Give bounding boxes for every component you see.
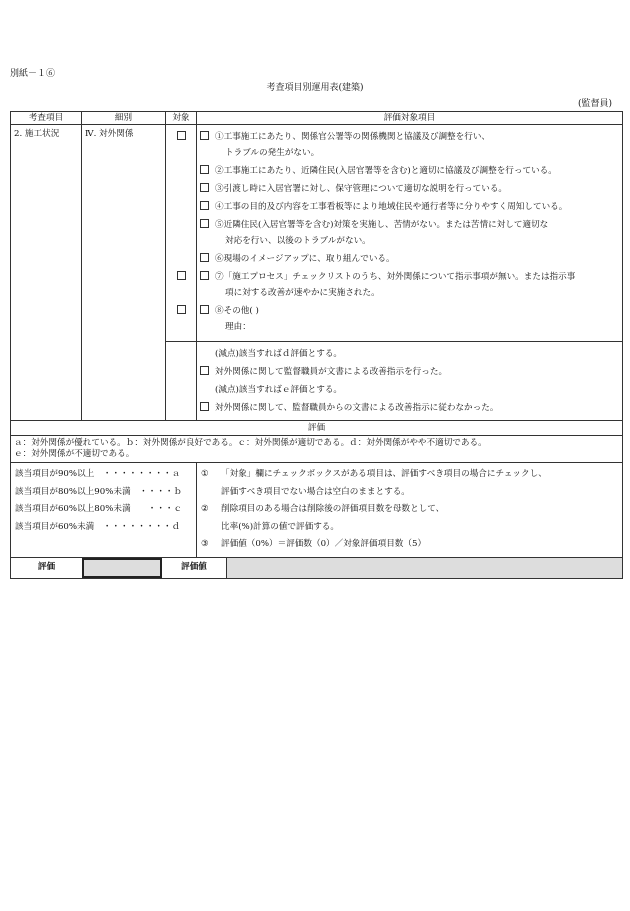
threshold-line: 該当項目が60%以上80%未満 ・・・ｃ — [15, 504, 183, 514]
evaluation-value-label: 評価値 — [162, 558, 227, 578]
checkbox-icon[interactable] — [200, 183, 209, 192]
list-item: ⑧その他( ) 理由： — [200, 303, 619, 335]
column-header-subcategory: 細別 — [82, 112, 166, 125]
checkbox-icon[interactable] — [200, 366, 209, 375]
document-reference: 別紙－１⑥ — [10, 69, 56, 79]
thresholds-cell — [11, 463, 197, 558]
evaluation-field[interactable] — [82, 558, 162, 578]
object-check-8[interactable] — [166, 303, 196, 335]
deduction-e-note: (減点)該当すればｅ評価とする。 — [215, 385, 343, 395]
evaluation-table — [10, 111, 623, 579]
evaluation-header-row — [11, 421, 623, 436]
criteria-cell — [11, 436, 623, 463]
note-line: 比率(%)計算の値で評価する。 — [221, 521, 339, 532]
checkbox-icon[interactable] — [200, 402, 209, 411]
column-header-object: 対象 — [166, 112, 197, 125]
checkbox-icon[interactable] — [200, 219, 209, 228]
criteria-line: ｅ：対外関係が不適切である。 — [14, 449, 135, 459]
checkbox-icon[interactable] — [177, 131, 186, 140]
checkbox-icon[interactable] — [177, 271, 186, 280]
threshold-line: 該当項目が60%未満 ・・・・・・・・ｄ — [15, 521, 181, 532]
list-item: ⑤近隣住民(入居官署等を含む)対策を実施し、苦情がない。または苦情に対して適切な 対応を行い、以後のトラブルがない。 — [200, 217, 619, 249]
checkbox-icon[interactable] — [200, 131, 209, 140]
note-line: ① 「対象」欄にチェックボックスがある項目は、評価すべき項目の場合にチェックし、 — [201, 469, 547, 479]
checkbox-icon[interactable] — [200, 253, 209, 262]
list-item: ③引渡し時に入居官署に対し、保守管理について適切な説明を行っている。 — [200, 181, 619, 197]
evaluation-label: 評価 — [37, 562, 56, 573]
object-check-1[interactable] — [166, 129, 196, 161]
checkbox-icon[interactable] — [200, 201, 209, 210]
criteria-line: ａ：対外関係が優れている。ｂ：対外関係が良好である。ｃ：対外関係が適切である。ｄ：対外関係がやや不適切である。 — [14, 438, 487, 448]
note-line: 評価すべき項目でない場合は空白のままとする。 — [221, 486, 410, 497]
notes-cell — [197, 463, 623, 558]
threshold-line: 該当項目が90%以上 ・・・・・・・・ａ — [15, 469, 181, 479]
table-header-row — [11, 112, 623, 125]
items-row — [11, 125, 623, 342]
object-column — [166, 125, 197, 342]
deductions-cell — [197, 342, 623, 421]
list-item: ④工事の目的及び内容を工事看板等により地域住民や通行者等に分りやすく周知している。 — [200, 199, 619, 215]
deduction-d-note: (減点)該当すればｄ評価とする。 — [215, 349, 343, 359]
evaluation-header: 評価 — [11, 421, 623, 436]
evaluation-value-field[interactable] — [227, 558, 622, 578]
list-item: ①工事施工にあたり、関係官公署等の関係機関と協議及び調整を行い、 トラブルの発生がない。 — [200, 129, 619, 161]
column-header-items: 評価対象項目 — [197, 112, 623, 125]
checkbox-icon[interactable] — [200, 165, 209, 174]
category-cell: 2. 施工状況 — [11, 125, 82, 421]
checkbox-icon[interactable] — [177, 305, 186, 314]
list-item: ⑦「施工プロセス」チェックリストのうち、対外関係について指示事項が無い。または指示事 項に対する改善が速やかに実施された。 — [200, 269, 619, 301]
subcategory-cell: Ⅳ. 対外関係 — [82, 125, 166, 421]
footer-row — [11, 557, 623, 578]
list-item: ⑥現場のイメージアップに、取り組んでいる。 — [200, 251, 619, 267]
role-label: (監督員) — [577, 99, 612, 109]
document-title: 考査項目別運用表(建築) — [266, 83, 364, 93]
criteria-row — [11, 436, 623, 463]
deduction-e-item: 対外関係に関して、監督職員からの文書による改善指示に従わなかった。 — [215, 403, 499, 413]
note-line: ③ 評価値（0%）＝評価数（0）／対象評価項目数（5） — [201, 539, 427, 549]
object-check-7[interactable] — [166, 269, 196, 301]
note-line: ② 削除項目のある場合は削除後の評価項目数を母数として、 — [201, 504, 445, 514]
threshold-line: 該当項目が80%以上90%未満 ・・・・ｂ — [15, 486, 183, 497]
checkbox-icon[interactable] — [200, 271, 209, 280]
items-column — [197, 125, 623, 342]
checkbox-icon[interactable] — [200, 305, 209, 314]
deductions-object-cell — [166, 342, 197, 421]
deduction-d-item: 対外関係に関して監督職員が文書による改善指示を行った。 — [215, 367, 448, 377]
column-header-category: 考査項目 — [11, 112, 82, 125]
thresholds-row — [11, 463, 623, 558]
list-item: ②工事施工にあたり、近隣住民(入居官署等を含む)と適切に協議及び調整を行っている。 — [200, 163, 619, 179]
